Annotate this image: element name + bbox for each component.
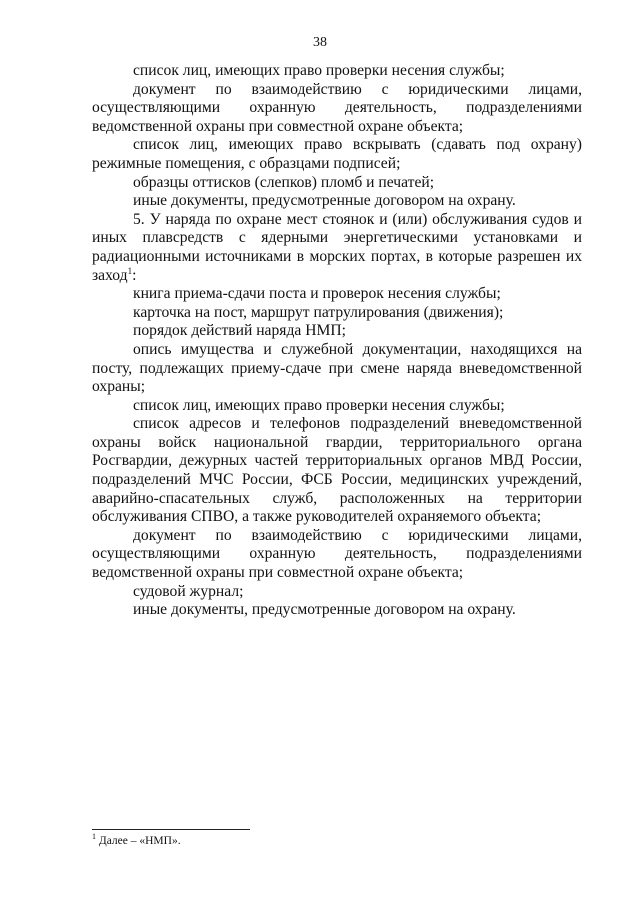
paragraph: книга приема-сдачи поста и проверок несения службы; — [133, 285, 501, 303]
page-number: 38 — [313, 35, 327, 50]
paragraph: карточка на пост, маршрут патрулирования (движения); — [133, 303, 504, 321]
footnote-reference: 1 — [127, 265, 133, 276]
paragraph: список лиц, имеющих право проверки несения службы; — [133, 396, 505, 414]
paragraph: судовой журнал; — [133, 582, 244, 600]
paragraph: список адресов и телефонов подразделений вневедомственной охраны войск национальной гвардии, территориального органа Росгвардии, дежурных частей территориальных органов МВД России, подразделений МЧС России, ФСБ России, медицинских учреждений, аварийно-спасательных служб, расположенных на территории обслуживания СПВО, а также руководителей охраняемого объекта; — [92, 415, 582, 526]
paragraph: иные документы, предусмотренные договором на охрану. — [133, 601, 516, 619]
footnote-marker: 1 — [92, 832, 96, 842]
paragraph: опись имущества и служебной документации, находящихся на посту, подлежащих приему-сдаче при смене наряда вневедомственной охраны; — [92, 340, 582, 396]
paragraph: список лиц, имеющих право вскрывать (сдавать под охрану) режимные помещения, с образцами подписей; — [92, 136, 582, 172]
paragraph: иные документы, предусмотренные договором на охрану. — [133, 192, 516, 210]
document-body — [92, 62, 582, 620]
paragraph: документ по взаимодействию с юридическими лицами, осуществляющими охранную деятельность, подразделениями ведомственной охраны при совместной охране объекта; — [92, 80, 582, 135]
paragraph: список лиц, имеющих право проверки несения службы; — [133, 62, 505, 79]
paragraph: порядок действий наряда НМП; — [133, 322, 346, 340]
footnote-text: Далее – «НМП». — [96, 835, 181, 847]
footnote — [92, 834, 181, 848]
paragraph: образцы оттисков (слепков) пломб и печатей; — [133, 173, 435, 191]
footnote-divider — [92, 829, 250, 830]
paragraph-section-5: 5. У наряда по охране мест стоянок и (или) обслуживания судов и иных плавсредств с ядерными энергетическими установками и радиационными источниками в морских портах, в которые разрешен их заход$^1$: — [92, 210, 582, 284]
paragraph: документ по взаимодействию с юридическими лицами, осуществляющими охранную деятельность, подразделениями ведомственной охраны при совместной охране объекта; — [92, 526, 582, 582]
